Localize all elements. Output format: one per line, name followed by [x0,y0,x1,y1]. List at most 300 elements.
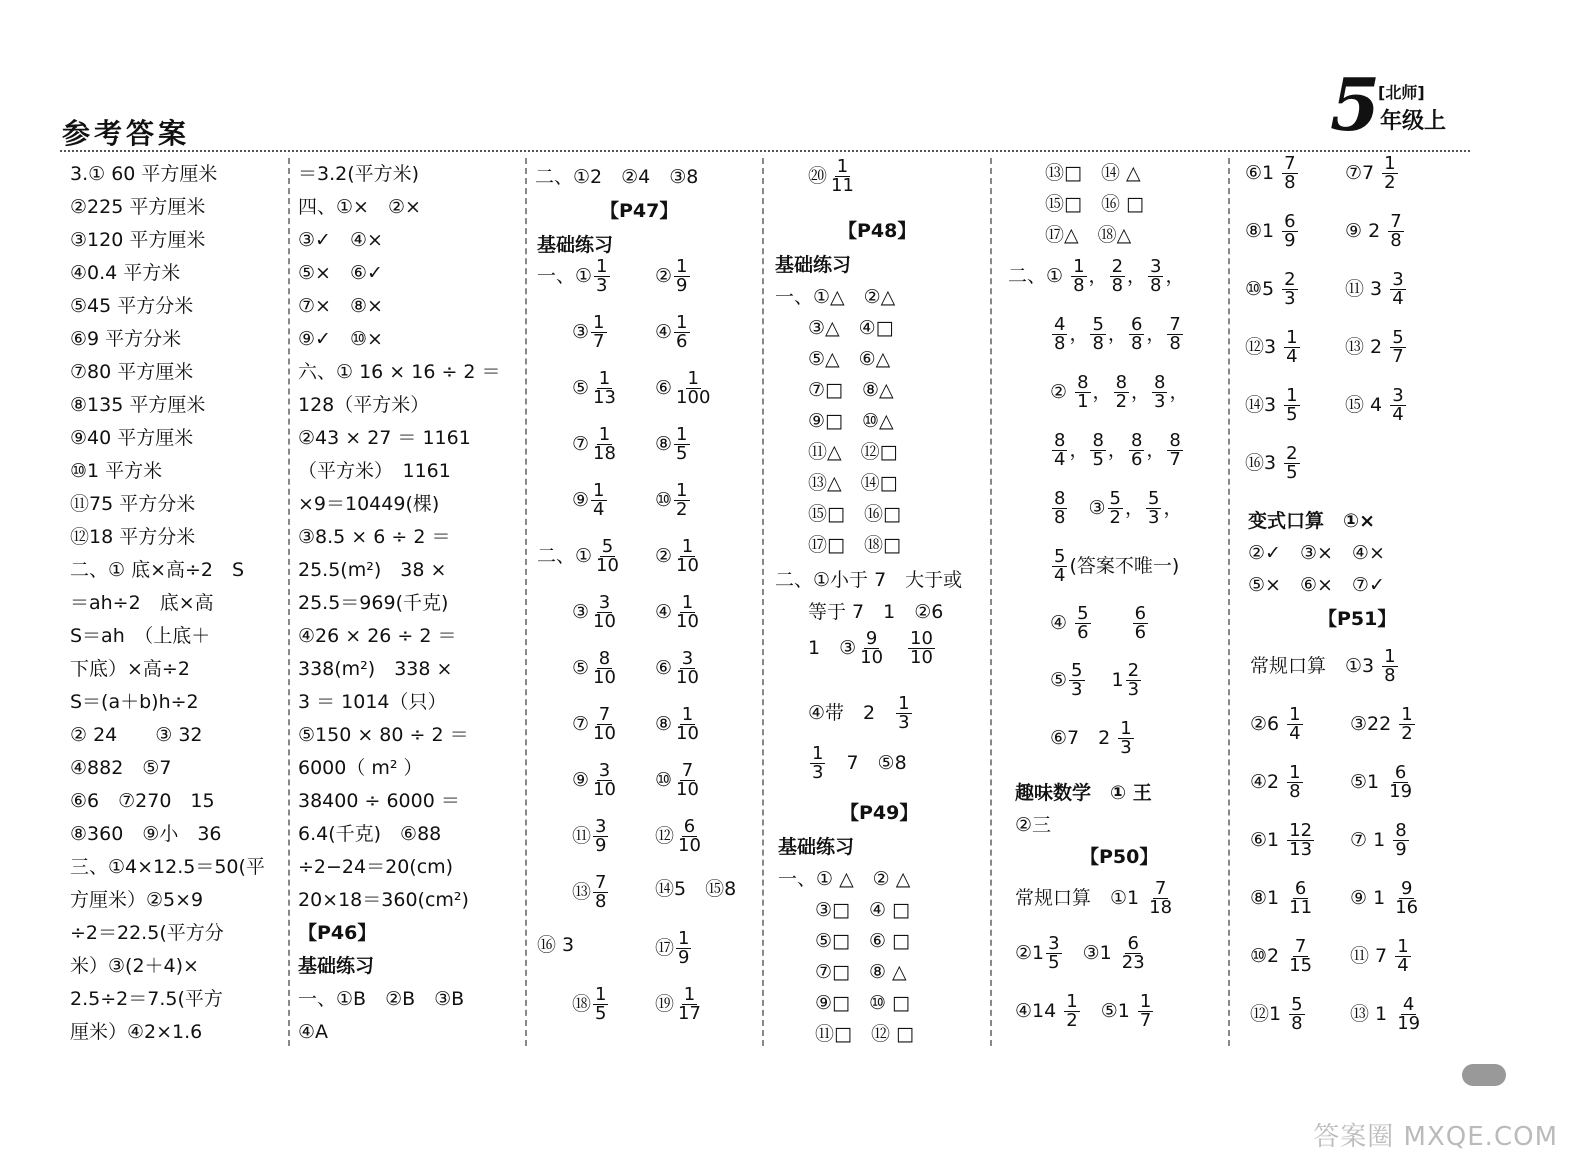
numerator: 1 [676,312,688,333]
column-divider [525,158,527,1046]
denominator: 9 [595,835,607,856]
numerator: 7 [1390,211,1402,232]
numerator: 7 [681,760,694,781]
fraction [1388,213,1403,250]
answer-line: ⑭5 ⑮8 [655,878,737,900]
numerator: 12 [1289,820,1313,841]
answer-line: ⑦ $\frac{1}{18}$ [572,424,616,464]
answer-line: ⑧1 $\frac{6}{9}$ [1245,211,1296,251]
answer-line: 338(m²) 338 × [298,658,453,680]
answer-line: 3 ＝ 1014（只） [298,691,447,713]
answer-line: 厘米）④2×1.6 [70,1021,203,1043]
numerator: 5 [1077,603,1089,624]
numerator: 5 [601,536,614,557]
answer-line: ⑪ $\frac{3}{9}$ [572,816,607,856]
answer-line: ⑤□ ⑥ □ [815,930,911,952]
denominator: 3 [898,712,910,733]
numerator: 8 [1054,488,1066,509]
answer-line: ⑨✓ ⑩× [298,328,383,350]
denominator: 18 [593,443,616,464]
answer-line: 米）③(2＋4)× [70,955,199,977]
numerator: 1 [1397,936,1409,957]
fraction [674,706,701,743]
answer-line: 6.4(千克) ⑥88 [298,823,442,845]
answer-line: 四、①× ②× [298,196,421,218]
answer-line: ⑬△ ⑭□ [808,472,898,494]
fraction [1138,993,1153,1030]
fraction [829,158,856,195]
denominator: 18 [1149,897,1173,918]
answer-line: 【P50】 [1080,846,1159,868]
numerator: 6 [1284,211,1296,232]
page-number-tab [1462,1064,1506,1086]
denominator: 4 [1392,288,1404,309]
fraction [593,818,608,855]
fraction [1152,374,1167,411]
answer-line: ② $\frac{1}{9}$ [655,256,688,296]
fraction [1287,764,1302,801]
fraction [1052,316,1067,353]
answer-line: ⑩1 平方米 [70,460,163,482]
fraction [1382,648,1397,685]
answer-line: $\frac{8}{4}$ ， $\frac{8}{5}$ ， $\frac{8}{6}$ ， $\frac{8}{7}$ [1054,430,1181,470]
answer-line: ⑫ $\frac{6}{10}$ [655,816,701,856]
fraction [1052,432,1067,469]
answer-line: $\frac{8}{8}$ ③ $\frac{5}{2}$ ， $\frac{5}{3}$ ， [1054,488,1183,528]
numerator: 5 [1071,660,1083,681]
denominator: 5 [1286,462,1298,483]
answer-line: ④ $\frac{5}{6}$ $\frac{6}{6}$ [1050,603,1147,643]
denominator: 100 [676,387,711,408]
answer-line: ⑤△ ⑥△ [808,348,891,370]
denominator: 11 [831,175,854,196]
fraction [1148,258,1163,295]
numerator: 5 [1291,994,1303,1015]
answer-line: 方厘米）②5×9 [70,889,204,911]
denominator: 5 [1048,952,1060,973]
numerator: 1 [1120,718,1132,739]
fraction [674,538,701,575]
answer-line: 【P48】 [838,220,917,242]
denominator: 8 [595,891,607,912]
denominator: 5 [1286,404,1298,425]
denominator: 10 [676,723,699,744]
answer-line: ⑨ 1 $\frac{9}{16}$ [1350,878,1419,918]
answer-line: ⑤ $\frac{1}{13}$ [572,368,616,408]
answer-line: ×9＝10449(棵) [298,493,440,515]
numerator: 2 [1286,443,1298,464]
answer-line: ⑪ 7 $\frac{1}{4}$ [1350,936,1409,976]
numerator: 1 [1384,646,1396,667]
answer-line: ⑫18 平方分米 [70,526,196,548]
numerator: 1 [593,480,605,501]
denominator: 5 [595,1003,607,1024]
numerator: 1 [676,424,688,445]
denominator: 2 [1384,172,1396,193]
denominator: 8 [1073,275,1085,296]
fraction [858,630,885,667]
numerator: 1 [678,928,690,949]
denominator: 10 [676,667,699,688]
answer-line: 25.5(m²) 38 × [298,559,447,581]
fraction [593,986,608,1023]
denominator: 2 [1401,723,1413,744]
fraction [1287,938,1314,975]
fraction [674,762,701,799]
answer-line: ⑪△ ⑫□ [808,441,898,463]
answer-line: ⑤ $\frac{8}{10}$ [572,648,616,688]
answer-line: 二、① 底×高÷2 S [70,559,245,581]
numerator: 1 [681,704,694,725]
fraction [1393,880,1420,917]
denominator: 4 [593,499,605,520]
fraction [1120,935,1147,972]
denominator: 6 [1130,449,1143,470]
badge-grade-label: 年级上 [1380,109,1447,134]
denominator: 1 [1077,391,1089,412]
denominator: 3 [1120,737,1132,758]
denominator: 4 [1397,955,1409,976]
answer-line: ⑤150 × 80 ÷ 2 ＝ [298,724,469,746]
fraction [810,745,825,782]
fraction [1284,387,1299,424]
fraction [591,314,606,351]
answer-line: 【P51】 [1318,608,1397,630]
answer-line: 【P49】 [840,802,919,824]
answer-line: 1 ③ $\frac{9}{10}$ $\frac{10}{10}$ [808,628,933,668]
fraction [676,818,703,855]
denominator: 8 [1289,781,1301,802]
answer-line: ⑧1 $\frac{6}{11}$ [1250,878,1313,918]
numerator: 5 [1092,314,1104,335]
answer-line: 等于 7 1 ②6 [808,601,944,623]
fraction [674,594,701,631]
fraction [594,538,621,575]
answer-line: ④A [298,1021,329,1043]
answer-line: $\frac{4}{8}$ ， $\frac{5}{8}$ ， $\frac{6}{8}$ ， $\frac{7}{8}$ [1054,314,1181,354]
answer-line: ⑮□ ⑯□ [808,503,901,525]
denominator: 10 [593,667,616,688]
answer-line: ③✓ ④× [298,229,383,251]
answer-line: ⑥1 $\frac{12}{13}$ [1250,820,1313,860]
answer-line: 3.① 60 平方厘米 [70,163,218,185]
numerator: 1 [898,693,910,714]
header-divider [60,150,1470,152]
answer-line: ⑤1 $\frac{6}{19}$ [1350,762,1413,802]
numerator: 8 [1115,372,1128,393]
answer-line: ⑰△ ⑱△ [1045,224,1132,246]
numerator: 1 [681,536,694,557]
numerator: 1 [1289,762,1301,783]
denominator: 17 [678,1003,701,1024]
numerator: 1 [676,480,688,501]
denominator: 19 [1389,781,1413,802]
numerator: 1 [1286,385,1298,406]
fraction [594,258,609,295]
denominator: 4 [1054,449,1066,470]
denominator: 19 [1397,1013,1421,1034]
fraction [591,762,618,799]
numerator: 1 [596,256,608,277]
answer-line: ⑨ 2 $\frac{7}{8}$ [1345,211,1402,251]
answer-line: 一、① $\frac{1}{3}$ [537,256,608,296]
denominator: 5 [676,443,688,464]
answer-line: ②6 $\frac{1}{4}$ [1250,704,1301,744]
answer-line: ⑦ $\frac{7}{10}$ [572,704,616,744]
numerator: 9 [865,628,878,649]
denominator: 8 [1169,333,1181,354]
answer-line: ⑤ $\frac{5}{3}$ 1 $\frac{2}{3}$ [1050,660,1140,700]
numerator: 8 [1395,820,1407,841]
fraction [896,695,911,732]
fraction [1110,258,1125,295]
numerator: 1 [1066,991,1078,1012]
answer-line: ⑭3 $\frac{1}{5}$ [1245,385,1298,425]
denominator: 10 [593,723,616,744]
fraction [1287,706,1302,743]
denominator: 3 [812,762,824,783]
answer-line: ⑬ 2 $\frac{5}{7}$ [1345,327,1404,367]
fraction [1052,548,1067,585]
fraction [1114,374,1129,411]
fraction [1090,316,1105,353]
fraction [1167,432,1182,469]
fraction [1387,764,1414,801]
fraction [1167,316,1182,353]
denominator: 6 [1134,622,1147,643]
denominator: 8 [1111,275,1124,296]
numerator: 3 [1392,269,1404,290]
answer-line: 基础练习 [298,955,375,977]
numerator: 1 [836,156,849,177]
numerator: 1 [595,984,607,1005]
fraction [591,426,618,463]
denominator: 3 [1147,507,1160,528]
fraction [674,426,689,463]
fraction [591,650,618,687]
denominator: 5 [1092,449,1104,470]
answer-line: S＝(a＋b)h÷2 [70,691,199,713]
numerator: 1 [598,424,611,445]
numerator: 5 [1054,546,1066,567]
denominator: 6 [676,331,688,352]
denominator: 10 [676,611,699,632]
fraction [1284,329,1299,366]
fraction [1395,938,1410,975]
answer-line: ＝ah÷2 底×高 [70,592,214,614]
numerator: 6 [683,816,696,837]
numerator: 1 [676,256,688,277]
denominator: 2 [1066,1010,1078,1031]
answer-line: S＝ah （上底＋ [70,625,211,647]
numerator: 3 [595,816,607,837]
numerator: 2 [1127,660,1140,681]
numerator: 5 [1392,327,1404,348]
answer-line: ⑦× ⑧× [298,295,383,317]
numerator: 8 [1077,372,1089,393]
numerator: 7 [1284,153,1296,174]
denominator: 3 [1154,391,1166,412]
answer-line: ⑯3 $\frac{2}{5}$ [1245,443,1298,483]
answer-line: ⑤× ⑥✓ [298,262,383,284]
answer-line: ⑩ $\frac{7}{10}$ [655,760,699,800]
numerator: 4 [1054,314,1066,335]
fraction [1287,880,1314,917]
denominator: 9 [1395,839,1407,860]
denominator: 3 [596,275,608,296]
numerator: 8 [1154,372,1166,393]
answer-line: ⑩2 $\frac{7}{15}$ [1250,936,1313,976]
numerator: 10 [910,628,933,649]
denominator: 4 [1286,346,1298,367]
denominator: 8 [1150,275,1162,296]
answer-line: ＝3.2(平方米) [298,163,420,185]
fraction [591,706,618,743]
denominator: 8 [1390,230,1402,251]
denominator: 9 [1284,230,1296,251]
numerator: 8 [1169,430,1181,451]
denominator: 10 [593,779,616,800]
numerator: 1 [1289,704,1301,725]
fraction [1284,445,1299,482]
answer-column-1 [70,158,285,1043]
answer-line: 变式口算 ①× [1248,510,1376,532]
fraction [1118,720,1133,757]
badge-grade-number: 5 [1330,62,1381,147]
numerator: 7 [1154,878,1167,899]
fraction [1133,605,1148,642]
answer-line: ⑨40 平方厘米 [70,427,194,449]
numerator: 7 [1169,314,1181,335]
answer-line: ③ $\frac{1}{7}$ [572,312,605,352]
numerator: 8 [1130,430,1143,451]
answer-line: ③□ ④ □ [815,899,911,921]
fraction [1075,374,1090,411]
answer-line: ②✓ ③× ④× [1248,542,1385,564]
numerator: 1 [683,984,696,1005]
numerator: 1 [1384,153,1396,174]
denominator: 8 [1092,333,1104,354]
answer-line: ⑨□ ⑩△ [808,410,894,432]
denominator: 11 [1289,897,1313,918]
answer-line: ④14 $\frac{1}{2}$ ⑤1 $\frac{1}{7}$ [1015,991,1152,1031]
denominator: 9 [678,947,690,968]
fraction [1075,605,1090,642]
answer-line: 6000（ m² ） [298,757,423,779]
denominator: 13 [1289,839,1313,860]
numerator: 6 [1130,314,1143,335]
answer-line: （平方米） 1161 [298,460,451,482]
fraction [1395,996,1422,1033]
answer-line: ⑰□ ⑱□ [808,534,901,556]
denominator: 4 [1054,565,1066,586]
numerator: 1 [1073,256,1085,277]
column-divider [1228,158,1230,1046]
denominator: 10 [593,611,616,632]
numerator: 3 [1150,256,1162,277]
answer-line: ④ $\frac{1}{10}$ [655,592,699,632]
answer-line: 二、①小于 7 大于或 [775,569,963,591]
numerator: 6 [1394,762,1407,783]
numerator: 1 [1401,704,1413,725]
fraction [1287,822,1314,859]
fraction [1129,316,1144,353]
answer-line: ⑮ 4 $\frac{3}{4}$ [1345,385,1404,425]
answer-line: ② 24 ③ 32 [70,724,203,746]
fraction [591,482,606,519]
answer-line: ②43 × 27 ＝ 1161 [298,427,471,449]
numerator: 2 [1111,256,1124,277]
fraction [593,874,608,911]
denominator: 8 [1284,172,1296,193]
column-divider [990,158,992,1046]
fraction [1146,490,1161,527]
fraction [1052,490,1067,527]
denominator: 7 [593,331,605,352]
denominator: 9 [676,275,688,296]
answer-line: ⑧ $\frac{1}{5}$ [655,424,688,464]
answer-line: ⑧135 平方厘米 [70,394,206,416]
column-divider [288,158,290,1046]
answer-line: ⑱ $\frac{1}{5}$ [572,984,607,1024]
numerator: 3 [598,760,611,781]
numerator: 1 [681,592,694,613]
answer-line: 基础练习 [775,254,852,276]
numerator: 7 [598,704,611,725]
numerator: 5 [1147,488,1160,509]
fraction [1390,387,1405,424]
denominator: 10 [676,779,699,800]
answer-line: ②1 $\frac{3}{5}$ ③1 $\frac{6}{23}$ [1015,933,1145,973]
answer-line: ② $\frac{8}{1}$ ， $\frac{8}{2}$ ， $\frac{8}{3}$ ， [1050,372,1189,412]
numerator: 3 [1048,933,1060,954]
answer-line: ② $\frac{1}{10}$ [655,536,699,576]
fraction [1282,155,1297,192]
numerator: 1 [593,312,605,333]
fraction [1390,271,1405,308]
answer-line: 一、①△ ②△ [775,286,896,308]
answer-line: ⑥ $\frac{1}{100}$ [655,368,711,408]
answer-line: ⑫1 $\frac{5}{8}$ [1250,994,1303,1034]
fraction [1282,271,1297,308]
denominator: 8 [1130,333,1143,354]
watermark: 答案圈 MXQE.COM [1313,1122,1558,1152]
answer-line: $\frac{5}{4}$ (答案不唯一) [1054,546,1180,586]
numerator: 1 [1139,991,1152,1012]
fraction [1069,662,1084,699]
answer-line: 一、①B ②B ③B [298,988,465,1010]
fraction [1071,258,1086,295]
fraction [1046,935,1061,972]
denominator: 8 [1291,1013,1303,1034]
answer-line: ②225 平方厘米 [70,196,206,218]
answer-line: ②三 [1015,814,1052,836]
denominator: 13 [593,387,616,408]
answer-line: ÷2−24＝20(cm) [298,856,454,878]
answer-line: ⑦80 平方厘米 [70,361,194,383]
numerator: 1 [812,743,824,764]
fraction [1108,490,1123,527]
answer-line: ⑤45 平方分米 [70,295,194,317]
numerator: 3 [1392,385,1404,406]
fraction [1382,155,1397,192]
answer-line: 常规口算 ①1 $\frac{7}{18}$ [1015,878,1173,918]
numerator: 4 [1402,994,1415,1015]
answer-line: 下底）×高÷2 [70,658,190,680]
answer-line: 三、①4×12.5＝50(平 [70,856,265,878]
denominator: 7 [1392,346,1404,367]
numerator: 3 [681,648,694,669]
